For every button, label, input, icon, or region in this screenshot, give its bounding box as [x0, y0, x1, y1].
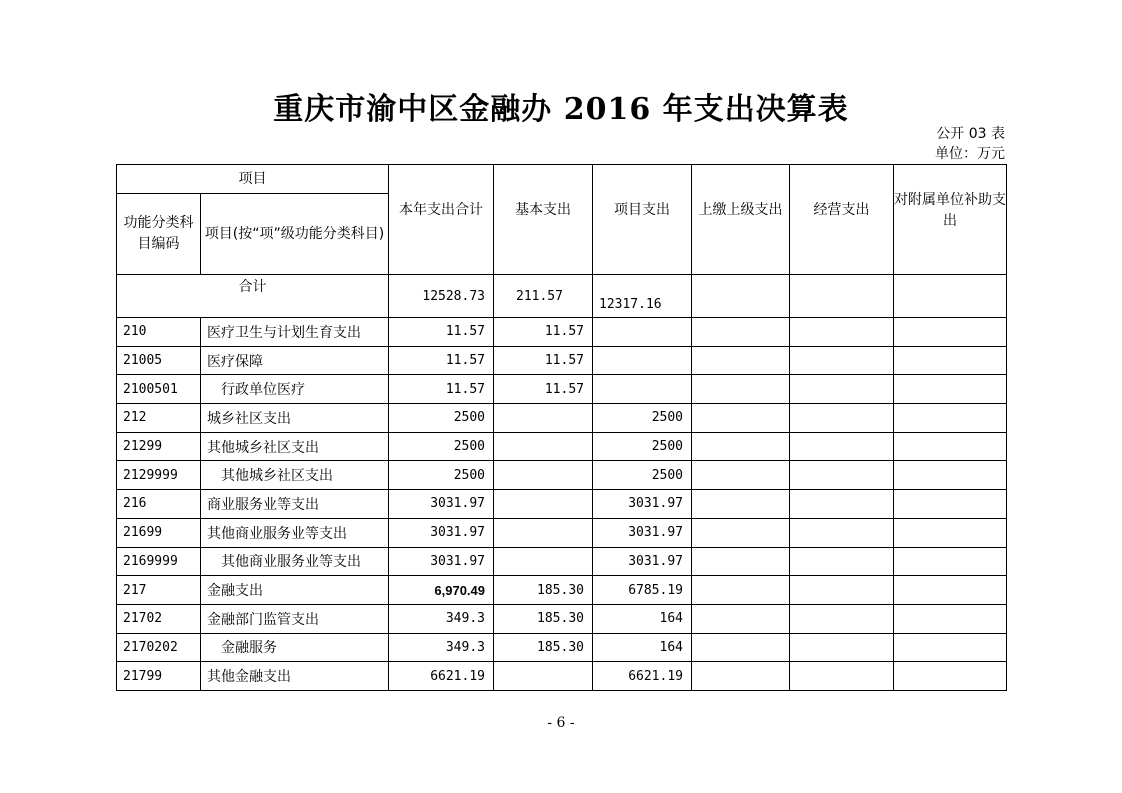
table-row	[117, 662, 1007, 691]
row-total: 2500	[389, 404, 494, 433]
row-empty-cell	[692, 375, 790, 404]
page-number: - 6 -	[547, 715, 575, 731]
total-basic: 211.57	[494, 275, 593, 318]
row-total: 11.57	[389, 318, 494, 347]
row-item	[593, 346, 692, 375]
table-row	[117, 318, 1007, 347]
table-row	[117, 576, 1007, 605]
row-basic	[494, 518, 593, 547]
row-item	[593, 318, 692, 347]
row-empty-cell	[692, 518, 790, 547]
row-empty-cell	[692, 633, 790, 662]
row-basic: 185.30	[494, 633, 593, 662]
row-code: 21699	[117, 518, 201, 547]
page-title: 重庆市渝中区金融办 2016 年支出决算表	[273, 92, 849, 127]
row-code: 2129999	[117, 461, 201, 490]
row-total: 2500	[389, 432, 494, 461]
row-empty-cell	[894, 318, 1007, 347]
row-basic	[494, 547, 593, 576]
row-empty-cell	[894, 633, 1007, 662]
row-empty-cell	[692, 547, 790, 576]
row-basic: 11.57	[494, 346, 593, 375]
row-item: 3031.97	[593, 518, 692, 547]
table-row	[117, 432, 1007, 461]
table-row	[117, 518, 1007, 547]
table-row	[117, 490, 1007, 519]
row-empty-cell	[894, 432, 1007, 461]
table-row	[117, 604, 1007, 633]
row-item: 6621.19	[593, 662, 692, 691]
row-code: 21799	[117, 662, 201, 691]
header-project: 项目	[117, 165, 389, 194]
total-amount: 12528.73	[389, 275, 494, 318]
row-empty-cell	[692, 346, 790, 375]
header-total: 本年支出合计	[389, 165, 494, 275]
row-code: 21299	[117, 432, 201, 461]
row-total: 6621.19	[389, 662, 494, 691]
row-name: 行政单位医疗	[201, 375, 389, 404]
row-basic: 11.57	[494, 375, 593, 404]
unit-label: 单位：万元	[935, 146, 1005, 162]
row-name: 其他城乡社区支出	[201, 432, 389, 461]
row-empty-cell	[692, 576, 790, 605]
row-total: 349.3	[389, 633, 494, 662]
form-number: 公开 03 表	[936, 126, 1005, 142]
row-basic	[494, 490, 593, 519]
row-item: 2500	[593, 432, 692, 461]
row-empty-cell	[692, 404, 790, 433]
row-empty-cell	[894, 662, 1007, 691]
row-code: 217	[117, 576, 201, 605]
row-empty-cell	[790, 662, 894, 691]
row-basic	[494, 404, 593, 433]
row-item: 2500	[593, 461, 692, 490]
row-total: 11.57	[389, 375, 494, 404]
header-upper: 上缴上级支出	[692, 165, 790, 275]
row-total: 3031.97	[389, 518, 494, 547]
row-item: 3031.97	[593, 547, 692, 576]
row-total: 349.3	[389, 604, 494, 633]
header-business: 经营支出	[790, 165, 894, 275]
table-row	[117, 404, 1007, 433]
total-item: 12317.16	[593, 275, 692, 318]
row-empty-cell	[790, 461, 894, 490]
row-code: 21005	[117, 346, 201, 375]
expenditure-table	[116, 164, 1007, 691]
table-row	[117, 375, 1007, 404]
row-empty-cell	[692, 318, 790, 347]
row-empty-cell	[894, 518, 1007, 547]
row-item	[593, 375, 692, 404]
row-basic	[494, 461, 593, 490]
row-empty-cell	[790, 318, 894, 347]
row-empty-cell	[790, 604, 894, 633]
row-code: 2170202	[117, 633, 201, 662]
header-code: 功能分类科目编码	[117, 194, 201, 275]
row-empty-cell	[790, 633, 894, 662]
row-code: 216	[117, 490, 201, 519]
row-name: 城乡社区支出	[201, 404, 389, 433]
row-name: 其他金融支出	[201, 662, 389, 691]
row-basic: 11.57	[494, 318, 593, 347]
table-row	[117, 461, 1007, 490]
row-empty-cell	[894, 461, 1007, 490]
row-empty-cell	[894, 547, 1007, 576]
table-row	[117, 633, 1007, 662]
row-empty-cell	[790, 346, 894, 375]
row-empty-cell	[692, 461, 790, 490]
row-basic: 185.30	[494, 576, 593, 605]
row-empty-cell	[692, 490, 790, 519]
row-total: 6,970.49	[389, 576, 494, 605]
header-name: 项目(按“项”级功能分类科目)	[201, 194, 389, 275]
row-name: 商业服务业等支出	[201, 490, 389, 519]
row-total: 2500	[389, 461, 494, 490]
row-empty-cell	[894, 604, 1007, 633]
row-basic	[494, 662, 593, 691]
row-total: 3031.97	[389, 547, 494, 576]
total-label: 合计	[117, 275, 389, 318]
row-name: 金融部门监管支出	[201, 604, 389, 633]
row-total: 3031.97	[389, 490, 494, 519]
row-empty-cell	[790, 432, 894, 461]
header-subsidy: 对附属单位补助支出	[894, 165, 1007, 275]
row-item: 6785.19	[593, 576, 692, 605]
table-row	[117, 346, 1007, 375]
row-empty-cell	[790, 547, 894, 576]
row-code: 210	[117, 318, 201, 347]
row-item: 3031.97	[593, 490, 692, 519]
row-name: 医疗保障	[201, 346, 389, 375]
row-code: 212	[117, 404, 201, 433]
row-empty-cell	[692, 604, 790, 633]
row-empty-cell	[894, 375, 1007, 404]
row-empty-cell	[790, 518, 894, 547]
row-code: 2169999	[117, 547, 201, 576]
row-empty-cell	[790, 490, 894, 519]
row-name: 金融服务	[201, 633, 389, 662]
row-name: 金融支出	[201, 576, 389, 605]
row-name: 其他商业服务业等支出	[201, 547, 389, 576]
header-basic: 基本支出	[494, 165, 593, 275]
row-name: 其他城乡社区支出	[201, 461, 389, 490]
row-empty-cell	[894, 576, 1007, 605]
row-code: 21702	[117, 604, 201, 633]
total-row	[117, 275, 1007, 318]
table-row	[117, 547, 1007, 576]
row-empty-cell	[692, 432, 790, 461]
row-item: 164	[593, 633, 692, 662]
row-empty-cell	[692, 662, 790, 691]
header-item: 项目支出	[593, 165, 692, 275]
row-name: 其他商业服务业等支出	[201, 518, 389, 547]
row-empty-cell	[790, 576, 894, 605]
row-basic: 185.30	[494, 604, 593, 633]
row-name: 医疗卫生与计划生育支出	[201, 318, 389, 347]
row-item: 2500	[593, 404, 692, 433]
row-total: 11.57	[389, 346, 494, 375]
row-code: 2100501	[117, 375, 201, 404]
row-empty-cell	[894, 346, 1007, 375]
row-empty-cell	[790, 375, 894, 404]
row-item: 164	[593, 604, 692, 633]
row-empty-cell	[894, 404, 1007, 433]
row-basic	[494, 432, 593, 461]
row-empty-cell	[790, 404, 894, 433]
row-empty-cell	[894, 490, 1007, 519]
